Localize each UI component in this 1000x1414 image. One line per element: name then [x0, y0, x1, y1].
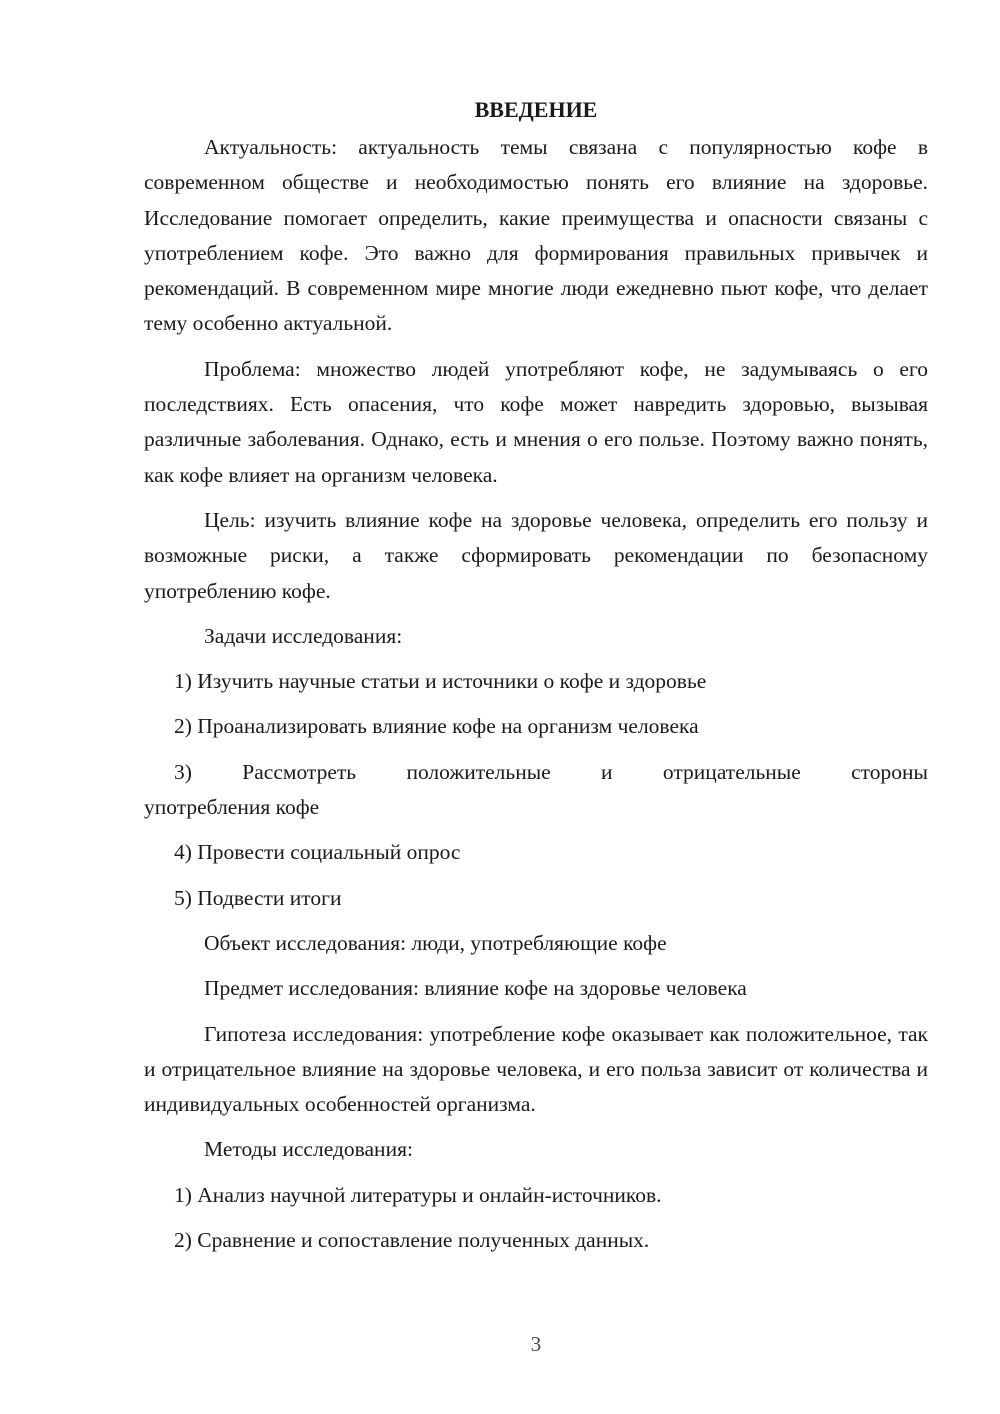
- hypothesis-paragraph: Гипотеза исследования: употребление кофе оказывает как положительное, так и отрицательное влияние на здоровье человека, и его польза зависит от количества и индивидуальных особенностей организма.: [144, 1021, 928, 1117]
- task-item-2: 2) Проанализировать влияние кофе на организм человека: [174, 714, 699, 739]
- task-item-3: [144, 755, 928, 826]
- task-item-3-line-1: 3) Рассмотреть положительные и отрицательные стороны: [174, 759, 928, 784]
- task-item-3-line-2: употребления кофе: [144, 795, 320, 820]
- subject-line: Предмет исследования: влияние кофе на здоровье человека: [204, 976, 747, 1001]
- method-item-1: 1) Анализ научной литературы и онлайн-источников.: [174, 1182, 662, 1207]
- task-item-1: 1) Изучить научные статьи и источники о кофе и здоровье: [174, 669, 707, 694]
- relevance-paragraph: Актуальность: актуальность темы связана с популярностью кофе в современном обществе и необходимостью понять его влияние на здоровье. Исследование помогает определить, какие преимущества и опасности связаны с употреблением кофе. Это важно для формирования правильных привычек и рекомендаций. В современном мире многие люди ежедневно пьют кофе, что делает тему особенно актуальной.: [144, 135, 928, 336]
- goal-paragraph: Цель: изучить влияние кофе на здоровье человека, определить его пользу и возможные риски, а также сформировать рекомендации по безопасному употреблению кофе.: [144, 507, 928, 603]
- page-number: 3: [530, 1332, 542, 1356]
- methods-label: Методы исследования:: [204, 1137, 413, 1162]
- task-item-5: 5) Подвести итоги: [174, 885, 342, 910]
- document-page: [144, 92, 928, 1268]
- page-title: ВВЕДЕНИЕ: [474, 97, 598, 122]
- task-item-4: 4) Провести социальный опрос: [174, 840, 461, 865]
- problem-paragraph: Проблема: множество людей употребляют кофе, не задумываясь о его последствиях. Есть опасения, что кофе может навредить здоровью, вызывая различные заболевания. Однако, есть и мнения о его пользе. Поэтому важно понять, как кофе влияет на организм человека.: [144, 356, 928, 487]
- method-item-2: 2) Сравнение и сопоставление полученных данных.: [174, 1228, 650, 1253]
- tasks-label: Задачи исследования:: [204, 623, 403, 648]
- object-line: Объект исследования: люди, употребляющие кофе: [204, 930, 667, 955]
